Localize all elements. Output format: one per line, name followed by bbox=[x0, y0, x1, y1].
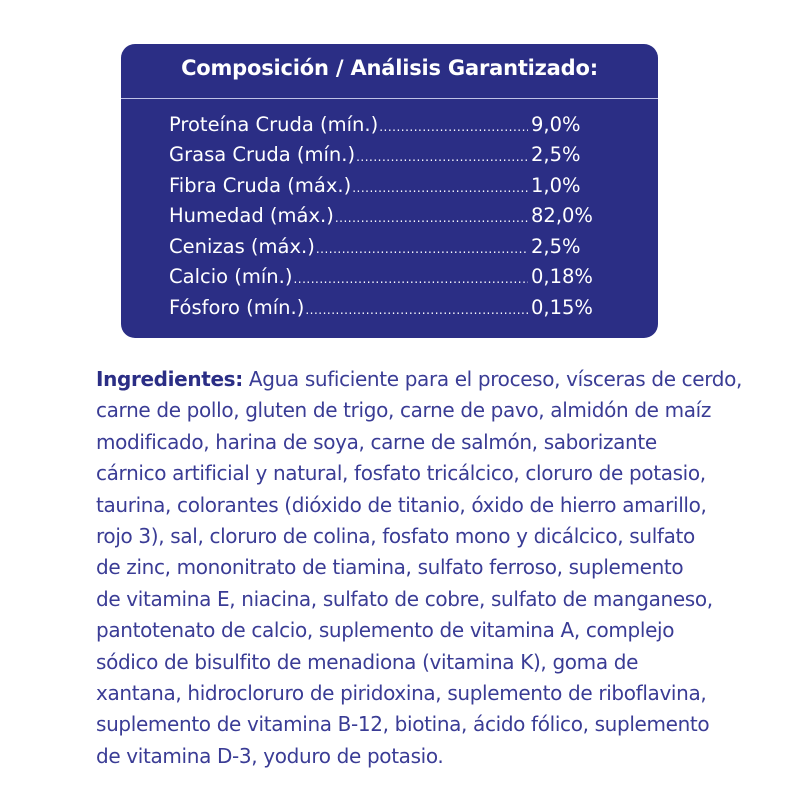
analysis-row-label: Proteína Cruda (mín.) bbox=[169, 112, 379, 136]
dot-leader bbox=[305, 295, 528, 315]
ingredients-line: sódico de bisulfito de menadiona (vitamina K), goma de bbox=[96, 649, 639, 674]
ingredients-line: de vitamina D-3, yoduro de potasio. bbox=[96, 743, 444, 768]
ingredients-line: de vitamina E, niacina, sulfato de cobre, sulfato de manganeso, bbox=[96, 586, 713, 611]
analysis-row-label: Fibra Cruda (máx.) bbox=[169, 173, 352, 197]
panel-divider bbox=[121, 98, 658, 99]
ingredients-text: Agua suficiente para el proceso, vísceras de cerdo, bbox=[242, 367, 743, 391]
ingredients-label: Ingredientes: bbox=[96, 367, 243, 391]
dot-leader bbox=[293, 264, 528, 284]
ingredients-line: carne de pollo, gluten de trigo, carne de pavo, almidón de maíz bbox=[96, 398, 712, 423]
analysis-row-value: 0,18% bbox=[531, 265, 593, 289]
analysis-row bbox=[169, 203, 597, 234]
analysis-table bbox=[169, 111, 597, 325]
ingredients-paragraph bbox=[96, 364, 743, 772]
analysis-row-label: Cenizas (máx.) bbox=[169, 234, 315, 258]
ingredients-line: de zinc, mononitrato de tiamina, sulfato ferroso, suplemento bbox=[96, 555, 684, 580]
ingredients-line: pantotenato de calcio, suplemento de vitamina A, complejo bbox=[96, 618, 675, 643]
analysis-row bbox=[169, 111, 597, 142]
analysis-row-label: Calcio (mín.) bbox=[169, 265, 293, 289]
analysis-row-value: 1,0% bbox=[531, 173, 581, 197]
panel-title: Composición / Análisis Garantizado: bbox=[181, 56, 598, 80]
analysis-row-value: 2,5% bbox=[531, 143, 581, 167]
analysis-row bbox=[169, 172, 597, 203]
ingredients-line: suplemento de vitamina B-12, biotina, ácido fólico, suplemento bbox=[96, 712, 710, 737]
analysis-row-label: Grasa Cruda (mín.) bbox=[169, 143, 356, 167]
dot-leader bbox=[316, 233, 528, 253]
dot-leader bbox=[379, 111, 528, 131]
ingredients-line bbox=[96, 364, 743, 395]
analysis-row-value: 2,5% bbox=[531, 234, 581, 258]
ingredients-line: modificado, harina de soya, carne de salmón, saborizante bbox=[96, 429, 657, 454]
ingredients-line: taurina, colorantes (dióxido de titanio, óxido de hierro amarillo, bbox=[96, 492, 707, 517]
ingredients-section bbox=[96, 364, 743, 772]
ingredients-line: xantana, hidrocloruro de piridoxina, suplemento de riboflavina, bbox=[96, 681, 707, 706]
ingredients-line: rojo 3), sal, cloruro de colina, fosfato mono y dicálcico, sulfato bbox=[96, 524, 695, 549]
analysis-row bbox=[169, 142, 597, 173]
analysis-row-label: Fósforo (mín.) bbox=[169, 296, 305, 320]
analysis-row-value: 0,15% bbox=[531, 296, 593, 320]
dot-leader bbox=[352, 172, 528, 192]
analysis-row bbox=[169, 295, 597, 326]
analysis-row-value: 82,0% bbox=[531, 204, 593, 228]
guaranteed-analysis-panel bbox=[121, 44, 658, 338]
dot-leader bbox=[356, 142, 528, 162]
ingredients-line: cárnico artificial y natural, fosfato tricálcico, cloruro de potasio, bbox=[96, 461, 706, 486]
dot-leader bbox=[335, 203, 528, 223]
analysis-row-label: Humedad (máx.) bbox=[169, 204, 334, 228]
analysis-row-value: 9,0% bbox=[531, 112, 581, 136]
analysis-row bbox=[169, 233, 597, 264]
analysis-row bbox=[169, 264, 597, 295]
